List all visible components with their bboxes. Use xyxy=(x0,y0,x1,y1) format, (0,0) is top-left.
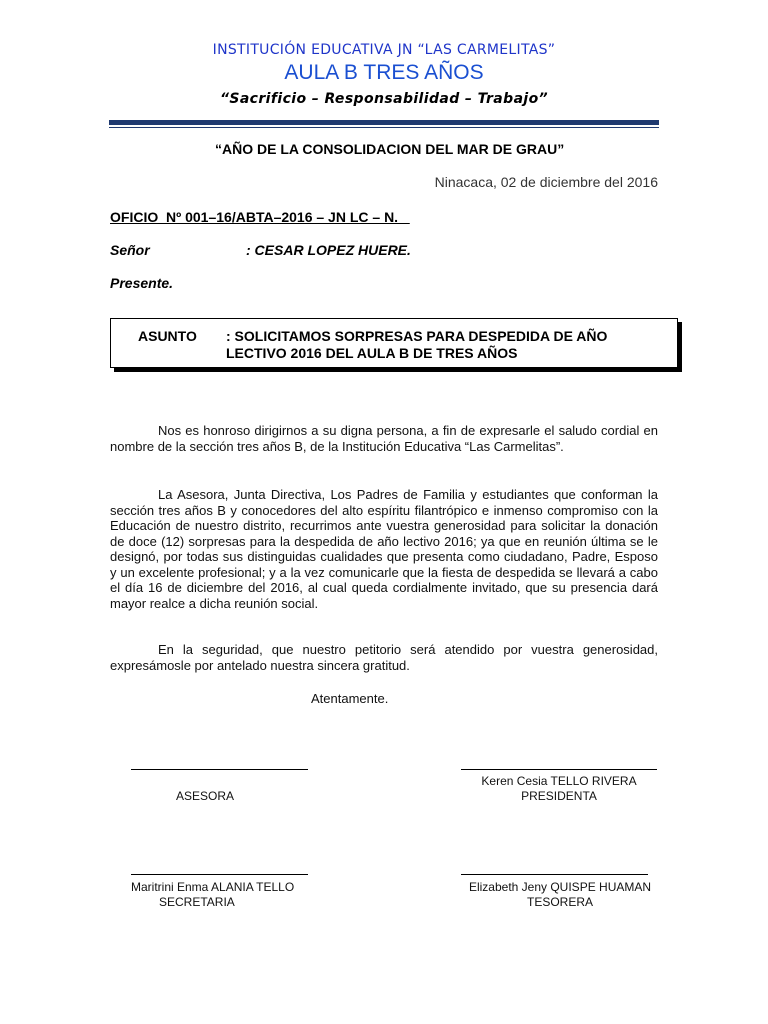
header-rule-thin xyxy=(109,127,659,128)
signature-line-presidenta xyxy=(461,769,657,770)
body-paragraph-2: La Asesora, Junta Directiva, Los Padres de Familia y estudiantes que conforman la sección tres años B y conocedores del alto espíritu filantrópico e inmenso compromiso con la Educación de nuestro distrito, recurrimos ante vuestra generosidad para solicitar la donación de doce (12) sorpresas para la despedida de año lectivo 2016; ya que en reunión última se le designó, por todas sus distinguidas cualidades que presenta como ciudadano, Padre, Esposo y un excelente profesional; y a la vez comunicarle que la fiesta de despedida se llevará a cabo el día 16 de diciembre del 2016, al cual queda cordialmente invitado, que su presencia dará mayor realce a dicha reunión social. xyxy=(110,487,658,611)
signature-name-secretaria: Maritrini Enma ALANIA TELLO xyxy=(131,880,295,894)
signature-block-tesorera xyxy=(456,880,664,910)
motto: “Sacrificio – Responsabilidad – Trabajo” xyxy=(219,91,549,107)
addressee-name: : CESAR LOPEZ HUERE. xyxy=(246,242,411,258)
header-rule-thick xyxy=(109,120,659,125)
signature-role-secretaria: SECRETARIA xyxy=(159,895,235,909)
signature-role-presidenta: PRESIDENTA xyxy=(521,789,597,803)
classroom-title: AULA B TRES AÑOS xyxy=(284,61,484,84)
addressee-label: Señor xyxy=(110,242,150,258)
oficio-number: OFICIO Nº 001–16/ABTA–2016 – JN LC – N. xyxy=(110,209,410,225)
subject-text: : SOLICITAMOS SORPRESAS PARA DESPEDIDA DE AÑO LECTIVO 2016 DEL AULA B DE TRES AÑOS xyxy=(226,328,608,361)
signature-name-presidenta: Keren Cesia TELLO RIVERA xyxy=(481,774,637,788)
signature-line-asesora xyxy=(131,769,308,770)
year-title: “AÑO DE LA CONSOLIDACION DEL MAR DE GRAU” xyxy=(215,141,565,157)
institution-name: INSTITUCIÓN EDUCATIVA JN “LAS CARMELITAS” xyxy=(212,42,556,58)
body-paragraph-3: En la seguridad, que nuestro petitorio será atendido por vuestra generosidad, expresámosle por antelado nuestra sincera gratitud. xyxy=(110,642,658,673)
signature-role-asesora: ASESORA xyxy=(176,789,235,803)
signature-block-presidenta xyxy=(461,774,657,804)
signature-block-secretaria xyxy=(131,880,331,910)
place-date: Ninacaca, 02 de diciembre del 2016 xyxy=(434,174,658,190)
presente-label: Presente. xyxy=(110,275,174,291)
body-paragraph-1: Nos es honroso dirigirnos a su digna persona, a fin de expresarle el saludo cordial en nombre de la sección tres años B, de la Institución Educativa “Las Carmelitas”. xyxy=(110,423,658,454)
signature-name-tesorera: Elizabeth Jeny QUISPE HUAMAN xyxy=(468,880,652,894)
signature-line-tesorera xyxy=(461,874,648,875)
subject-label: ASUNTO xyxy=(138,328,197,344)
subject-box xyxy=(110,318,678,368)
signature-role-tesorera: TESORERA xyxy=(526,895,593,909)
signature-line-secretaria xyxy=(131,874,308,875)
closing: Atentamente. xyxy=(311,691,389,706)
